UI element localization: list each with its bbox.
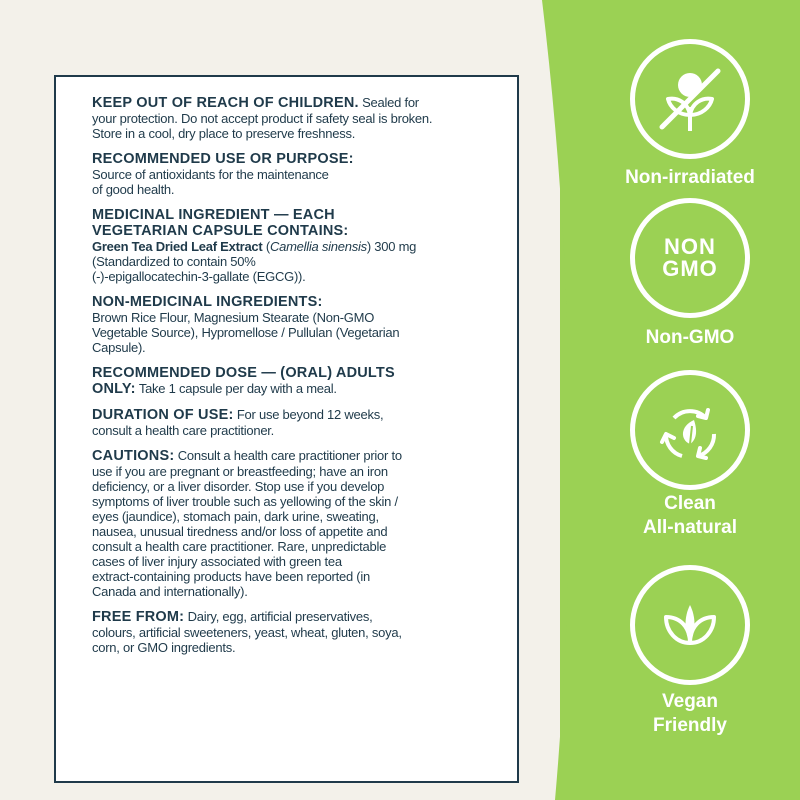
feature-badges bbox=[600, 0, 780, 800]
recycle-leaf-icon bbox=[652, 392, 728, 468]
non-gmo-badge bbox=[630, 198, 750, 318]
section-title: RECOMMENDED USE OR PURPOSE: bbox=[92, 151, 354, 167]
section-free-from: FREE FROM: Dairy, egg, artificial preservatives, colours, artificial sweeteners, yeast, wheat, gluten, soya, corn, or GMO ingredients. bbox=[92, 609, 402, 655]
non-gmo-label: Non-GMO bbox=[645, 327, 735, 348]
ingredient-latin-name: Camellia sinensis bbox=[269, 239, 367, 254]
section-keep-out: KEEP OUT OF REACH OF CHILDREN. Sealed for your protection. Do not accept product if safety seal is broken. Store in a cool, dry place to preserve freshness. bbox=[92, 95, 433, 141]
clean-all-natural-label: Clean All-natural bbox=[643, 493, 737, 538]
non-irradiated-icon bbox=[650, 59, 730, 139]
vegan-friendly-label: Vegan Friendly bbox=[653, 691, 727, 736]
section-non-medicinal: NON-MEDICINAL INGREDIENTS: Brown Rice Flour, Magnesium Stearate (Non-GMO Vegetable Source), Hypromellose / Pullulan (Vegetarian Capsule). bbox=[92, 294, 487, 355]
non-irradiated-badge bbox=[630, 39, 750, 159]
clean-all-natural-badge bbox=[630, 370, 750, 490]
ingredient-name: Green Tea Dried Leaf Extract bbox=[92, 239, 263, 254]
section-duration: DURATION OF USE: For use beyond 12 weeks, consult a health care practitioner. bbox=[92, 407, 384, 438]
vegan-friendly-badge bbox=[630, 565, 750, 685]
non-gmo-icon: NON GMO bbox=[662, 234, 718, 281]
supplement-label-panel bbox=[54, 75, 519, 783]
section-medicinal-ingredient: MEDICINAL INGREDIENT — EACH VEGETARIAN CAPSULE CONTAINS: Green Tea Dried Leaf Extract (Camellia sinensis) 300 mg (Standardized to contain 50% (-)-epigallocatechin-3-gallate (EGCG)). bbox=[92, 207, 487, 284]
non-irradiated-label: Non-irradiated bbox=[625, 167, 755, 188]
section-title: RECOMMENDED DOSE — (ORAL) ADULTS bbox=[92, 365, 395, 381]
section-title: FREE FROM: bbox=[92, 609, 185, 625]
section-title: VEGETARIAN CAPSULE CONTAINS: bbox=[92, 223, 349, 239]
section-title: ONLY: bbox=[92, 381, 136, 397]
section-title: KEEP OUT OF REACH OF CHILDREN. bbox=[92, 95, 359, 111]
section-title: MEDICINAL INGREDIENT — EACH bbox=[92, 207, 335, 223]
section-title: NON-MEDICINAL INGREDIENTS: bbox=[92, 294, 323, 310]
vegan-leaf-icon bbox=[652, 587, 728, 663]
section-title: DURATION OF USE: bbox=[92, 407, 234, 423]
section-cautions: CAUTIONS: Consult a health care practitioner prior to use if you are pregnant or breastfeeding; have an iron deficiency, or a liver disorder. Stop use if you develop symptoms of liver trouble such as yellowing of the skin / eyes (jaundice), stomach pain, dark urine, sweating, nausea, unusual tiredness and/or loss of appetite and consult a health care practitioner. Rare, unpredictable cases of liver injury associated with green tea extract-containing products have been reported (in Canada and internationally). bbox=[92, 448, 402, 599]
label-text bbox=[92, 95, 487, 665]
section-recommended-use: RECOMMENDED USE OR PURPOSE: Source of antioxidants for the maintenance of good health. bbox=[92, 151, 487, 197]
section-title: CAUTIONS: bbox=[92, 448, 175, 464]
section-dose: RECOMMENDED DOSE — (ORAL) ADULTS ONLY: Take 1 capsule per day with a meal. bbox=[92, 365, 487, 397]
